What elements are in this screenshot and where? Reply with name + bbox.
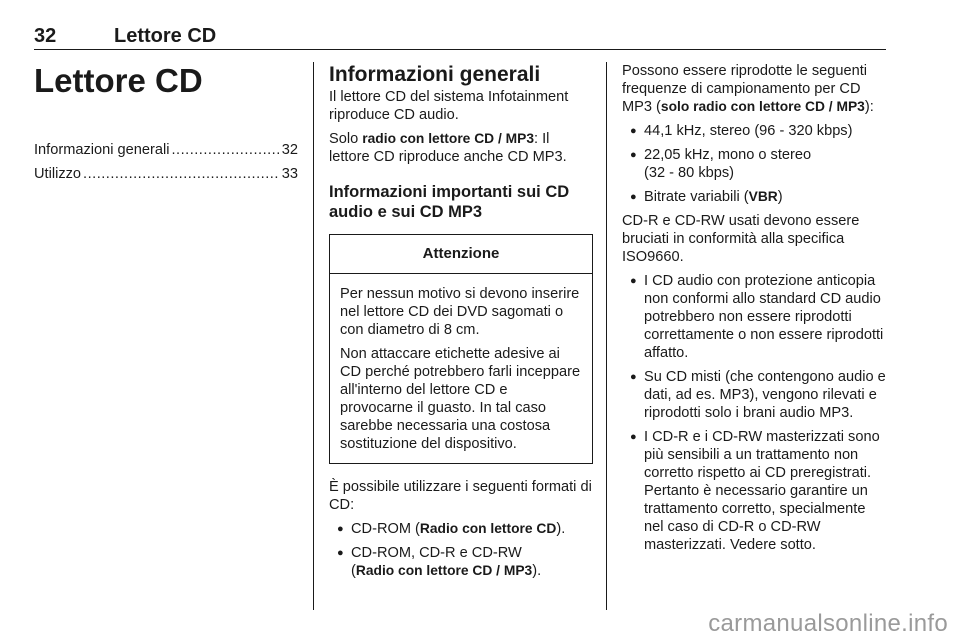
- toc-entry[interactable]: [34, 141, 298, 165]
- column-mp3-info: [622, 62, 886, 560]
- subsection-title: Informazioni importanti sui CD audio e sui CD MP3: [329, 183, 570, 221]
- column-divider-1: [313, 62, 314, 610]
- warning-heading: Attenzione: [330, 235, 592, 274]
- column-general-info: [329, 62, 593, 586]
- list-item: ● 22,05 kHz, mono o stereo (32 - 80 kbps): [622, 146, 886, 182]
- toc-entry[interactable]: [34, 165, 298, 189]
- toc-page: 32: [281, 142, 298, 158]
- section-title: Informazioni generali: [329, 63, 541, 86]
- format-list: [329, 520, 593, 580]
- paragraph: Il lettore CD del sistema Infotainment riproduce CD audio.: [329, 89, 569, 123]
- notes-list: [622, 272, 886, 554]
- list-item: ● CD-ROM (Radio con lettore CD).: [329, 520, 593, 538]
- header-rule: [34, 49, 886, 50]
- toc-label: Utilizzo: [34, 166, 82, 182]
- paragraph: CD-R e CD-RW usati devono essere bruciati in conformità alla specifica ISO9660.: [622, 213, 860, 265]
- chapter-title: Lettore CD: [34, 62, 203, 99]
- text-run: : Il lettore CD riproduce anche CD MP3.: [329, 131, 567, 165]
- warning-paragraph: Non attaccare etichette adesive ai CD perché potrebbero farli inceppare all'interno del lettore CD e provocarne il guasto. In tal caso sarebbe necessaria una costosa sostituzione del dispositivo.: [340, 346, 581, 452]
- list-item: ● Bitrate variabili (VBR): [622, 188, 886, 206]
- page-number: 32: [34, 25, 57, 47]
- list-item: ● I CD-R e i CD-RW masterizzati sono più sensibili a un trattamento non corretto rispetto ai CD preregistrati. Pertanto è necessario garantire un trattamento corretto, specialmente nel caso di CD-R o CD-RW masterizzati. Vedere sotto.: [622, 428, 886, 554]
- column-divider-2: [606, 62, 607, 610]
- paragraph: [329, 130, 593, 166]
- list-item: ● 44,1 kHz, stereo (96 - 320 kbps): [622, 122, 886, 140]
- column-toc: [34, 62, 298, 189]
- list-item: ● CD-ROM, CD-R e CD-RW (Radio con lettore CD / MP3).: [329, 544, 593, 580]
- warning-paragraph: Per nessun motivo si devono inserire nel lettore CD dei DVD sagomati o con diametro di 8 cm.: [340, 286, 580, 338]
- running-title: Lettore CD: [114, 25, 217, 47]
- warning-box: [329, 234, 593, 464]
- page-header: [34, 25, 886, 51]
- list-item: ● Su CD misti (che contengono audio e dati, ad es. MP3), vengono rilevati e riprodotti solo i brani audio MP3.: [622, 368, 886, 422]
- paragraph: È possibile utilizzare i seguenti formati di CD:: [329, 479, 592, 513]
- toc-leader: [171, 141, 279, 159]
- toc-label: Informazioni generali: [34, 142, 170, 158]
- sample-rate-list: [622, 122, 886, 206]
- paragraph: Possono essere riprodotte le seguenti frequenze di campionamento per CD MP3 (solo radio con lettore CD / MP3):: [622, 63, 874, 115]
- warning-body: [330, 274, 592, 463]
- text-run: Solo: [329, 131, 363, 147]
- bold-term: radio con lettore CD / MP3: [362, 131, 534, 146]
- list-item: ● I CD audio con protezione anticopia non conformi allo standard CD audio potrebbero non essere riprodotti correttamente o non essere riprodotti affatto.: [622, 272, 886, 362]
- toc-page: 33: [281, 166, 298, 182]
- watermark: carmanualsonline.info: [708, 610, 948, 637]
- toc-leader: [83, 165, 280, 183]
